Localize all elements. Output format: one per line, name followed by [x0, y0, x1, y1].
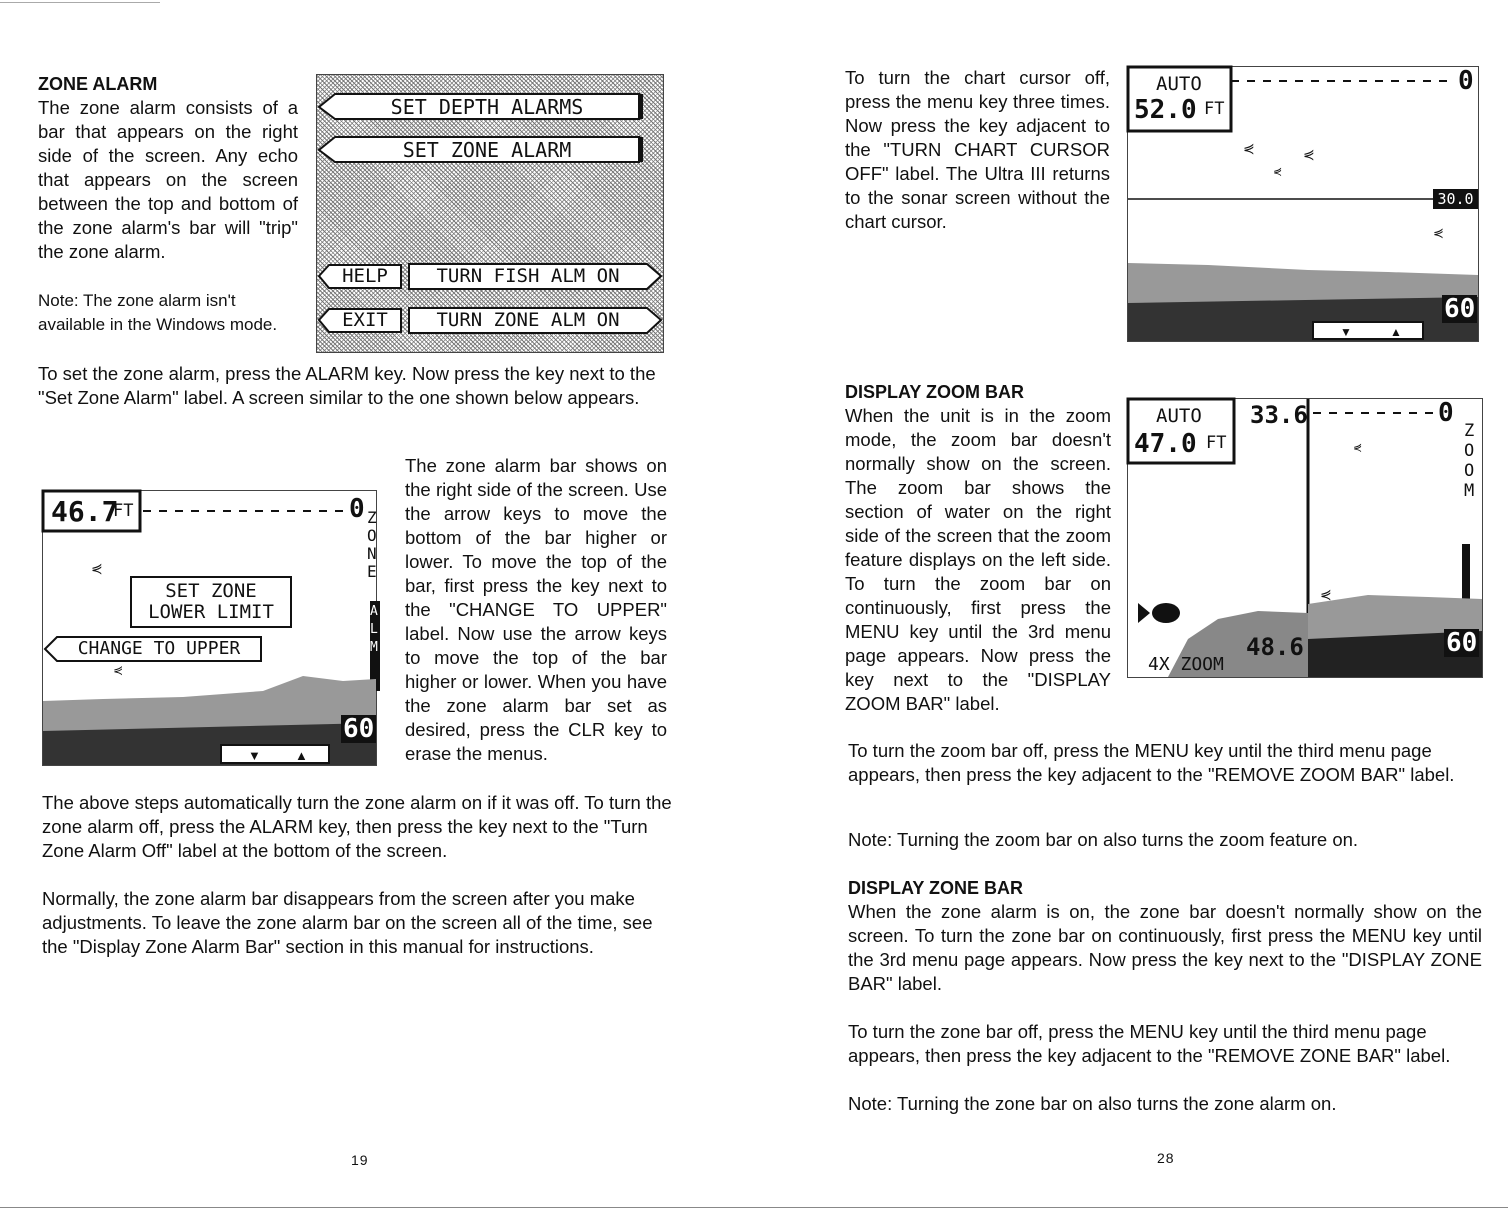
zone-bar-paragraph: The zone alarm bar shows on the right side of the screen. Use the arrow keys to move the bottom of the bar higher or lower. To move the top of the bar, first press the key next to the "CHANGE TO UPPER" label. Now use the arrow keys to move the top of the bar higher or lower. When you have the zone alarm bar set as desired, press the CLR key to erase the menus.	[405, 455, 667, 764]
up-arrow-icon: ▲	[295, 748, 308, 763]
set-depth-alarms-label: SET DEPTH ALARMS	[390, 95, 584, 119]
zoom-vertical-label: ZOOM	[1464, 421, 1475, 501]
zone-vertical-label: ZONE	[367, 508, 377, 581]
zone-screen-unit: FT	[113, 501, 134, 521]
cursor-screen-top-scale: 0	[1458, 66, 1474, 96]
zoom-screen-unit: FT	[1206, 433, 1227, 453]
menu-screen-figure	[316, 74, 664, 353]
fish-icon: ⋞	[1273, 166, 1283, 178]
bottom-dark	[1128, 294, 1478, 341]
zoom-screen-figure	[1127, 398, 1483, 678]
turn-zone-alm-label: TURN ZONE ALM ON	[436, 309, 620, 331]
chart-cursor-paragraph: To turn the chart cursor off, press the menu key three times. Now press the key adjacent to the "TURN CHART CURSOR OFF" label. The Ultra III returns to the sonar screen without the chart cursor.	[845, 67, 1110, 232]
zone-screen-top-scale: 0	[349, 494, 365, 524]
fish-icon	[1152, 603, 1180, 623]
zoom-screen-bottom-scale: 60	[1446, 628, 1478, 658]
zoom-screen-depth: 47.0	[1134, 429, 1197, 459]
right-page-number: 28	[1157, 1150, 1175, 1166]
zoom-screen-auto: AUTO	[1156, 405, 1202, 427]
turn-fish-alm-label: TURN FISH ALM ON	[436, 265, 620, 287]
down-arrow-icon: ▼	[248, 748, 261, 763]
display-zoom-heading: DISPLAY ZOOM BAR	[845, 382, 1025, 402]
set-zone-alarm-text: To set the zone alarm, press the ALARM key. Now press the key next to the "Set Zone Alarm" label. A screen similar to the one shown below appears.	[38, 363, 656, 408]
arrow-keys-box	[221, 745, 329, 763]
zoom-screen-mode: 4X ZOOM	[1148, 654, 1224, 675]
zoom-note: Note: Turning the zoom bar on also turns the zoom feature on.	[848, 829, 1359, 850]
normally-paragraph: Normally, the zone alarm bar disappears from the screen after you make adjustments. To leave the zone alarm bar on the screen all of the time, see the "Display Zone Alarm Bar" section in this manual for instructions.	[42, 888, 653, 957]
zone-screen-depth: 46.7	[51, 495, 119, 528]
zone-alarm-note: Note: The zone alarm isn't available in the Windows mode.	[38, 291, 278, 334]
zoom-screen-top-scale: 0	[1438, 398, 1454, 428]
display-zone-paragraph: When the zone alarm is on, the zone bar doesn't normally show on the screen. To turn the zone bar on continuously, first press the MENU key until the 3rd menu page appears. Now press the key next to the "DISPLAY ZONE BAR" label.	[848, 901, 1482, 994]
zoom-off-paragraph: To turn the zoom bar off, press the MENU key until the third menu page appears, then press the key adjacent to the "REMOVE ZOOM BAR" label.	[848, 740, 1455, 785]
up-arrow-icon: ▲	[1390, 325, 1402, 339]
cursor-screen-unit: FT	[1204, 99, 1225, 119]
set-zone-label: SET ZONE	[165, 580, 257, 602]
display-zone-heading: DISPLAY ZONE BAR	[848, 878, 1024, 898]
lower-limit-label: LOWER LIMIT	[148, 601, 274, 623]
zoom-screen-zoom-bottom: 48.6	[1246, 633, 1304, 661]
fish-icon: ⋞	[1243, 140, 1255, 156]
zoom-screen-zoom-top: 33.6	[1250, 401, 1308, 429]
fish-icon: ⋞	[113, 663, 124, 677]
set-zone-alarm-label: SET ZONE ALARM	[402, 138, 572, 162]
fish-icon	[1138, 603, 1150, 623]
bottom-rule	[0, 1207, 1508, 1208]
down-arrow-icon: ▼	[1340, 325, 1352, 339]
auto-paragraph: The above steps automatically turn the zone alarm on if it was off. To turn the zone alarm off, press the ALARM key, then press the key next to the "Turn Zone Alarm Off" label at the bottom of the screen.	[42, 792, 672, 861]
alm-vertical-label: ALM	[370, 604, 378, 655]
top-rule	[0, 2, 160, 3]
display-zoom-paragraph: When the unit is in the zoom mode, the zoom bar doesn't normally show on the screen. The zoom bar shows the section of water on the right side of the screen that the zoom feature displays on the left side. To turn the zoom bar on continuously, first press the MENU key until the 3rd menu page appears. Now press the key next to the "DISPLAY ZOOM BAR" label.	[845, 405, 1111, 714]
zone-alarm-heading: ZONE ALARM	[38, 74, 158, 94]
zone-alarm-intro: The zone alarm consists of a bar that appears on the right side of the screen. Any echo that appears on the screen between the top and bottom of the zone alarm's bar will "trip" the zone alarm.	[38, 97, 298, 262]
fish-icon: ⋞	[1353, 442, 1363, 454]
cursor-screen-depth: 52.0	[1134, 95, 1197, 125]
set-zone-alarm-paragraph	[38, 362, 668, 410]
zone-screen-figure	[42, 490, 377, 766]
cursor-screen-cursor-depth: 30.0	[1437, 190, 1474, 208]
cursor-screen-bottom-scale: 60	[1444, 294, 1476, 324]
left-page-number: 19	[351, 1152, 369, 1168]
zone-note: Note: Turning the zone bar on also turns the zone alarm on.	[848, 1093, 1337, 1114]
exit-label: EXIT	[342, 309, 388, 331]
fish-icon: ⋞	[91, 561, 103, 577]
cursor-screen-figure	[1127, 66, 1479, 342]
cursor-screen-auto: AUTO	[1156, 73, 1202, 95]
zone-off-paragraph: To turn the zone bar off, press the MENU key until the third menu page appears, then press the key adjacent to the "REMOVE ZONE BAR" label.	[848, 1021, 1451, 1066]
zoom-bar	[1462, 544, 1470, 604]
help-label: HELP	[342, 265, 388, 287]
fish-icon: ⋞	[1433, 225, 1444, 240]
change-to-upper-label[interactable]: CHANGE TO UPPER	[77, 638, 241, 659]
arrow-keys-box	[1313, 322, 1423, 339]
zone-screen-svg	[43, 491, 376, 765]
fish-icon: ⋞	[1303, 146, 1315, 162]
fish-icon: ⋞	[1320, 586, 1332, 602]
zone-screen-bottom-scale: 60	[343, 714, 375, 744]
